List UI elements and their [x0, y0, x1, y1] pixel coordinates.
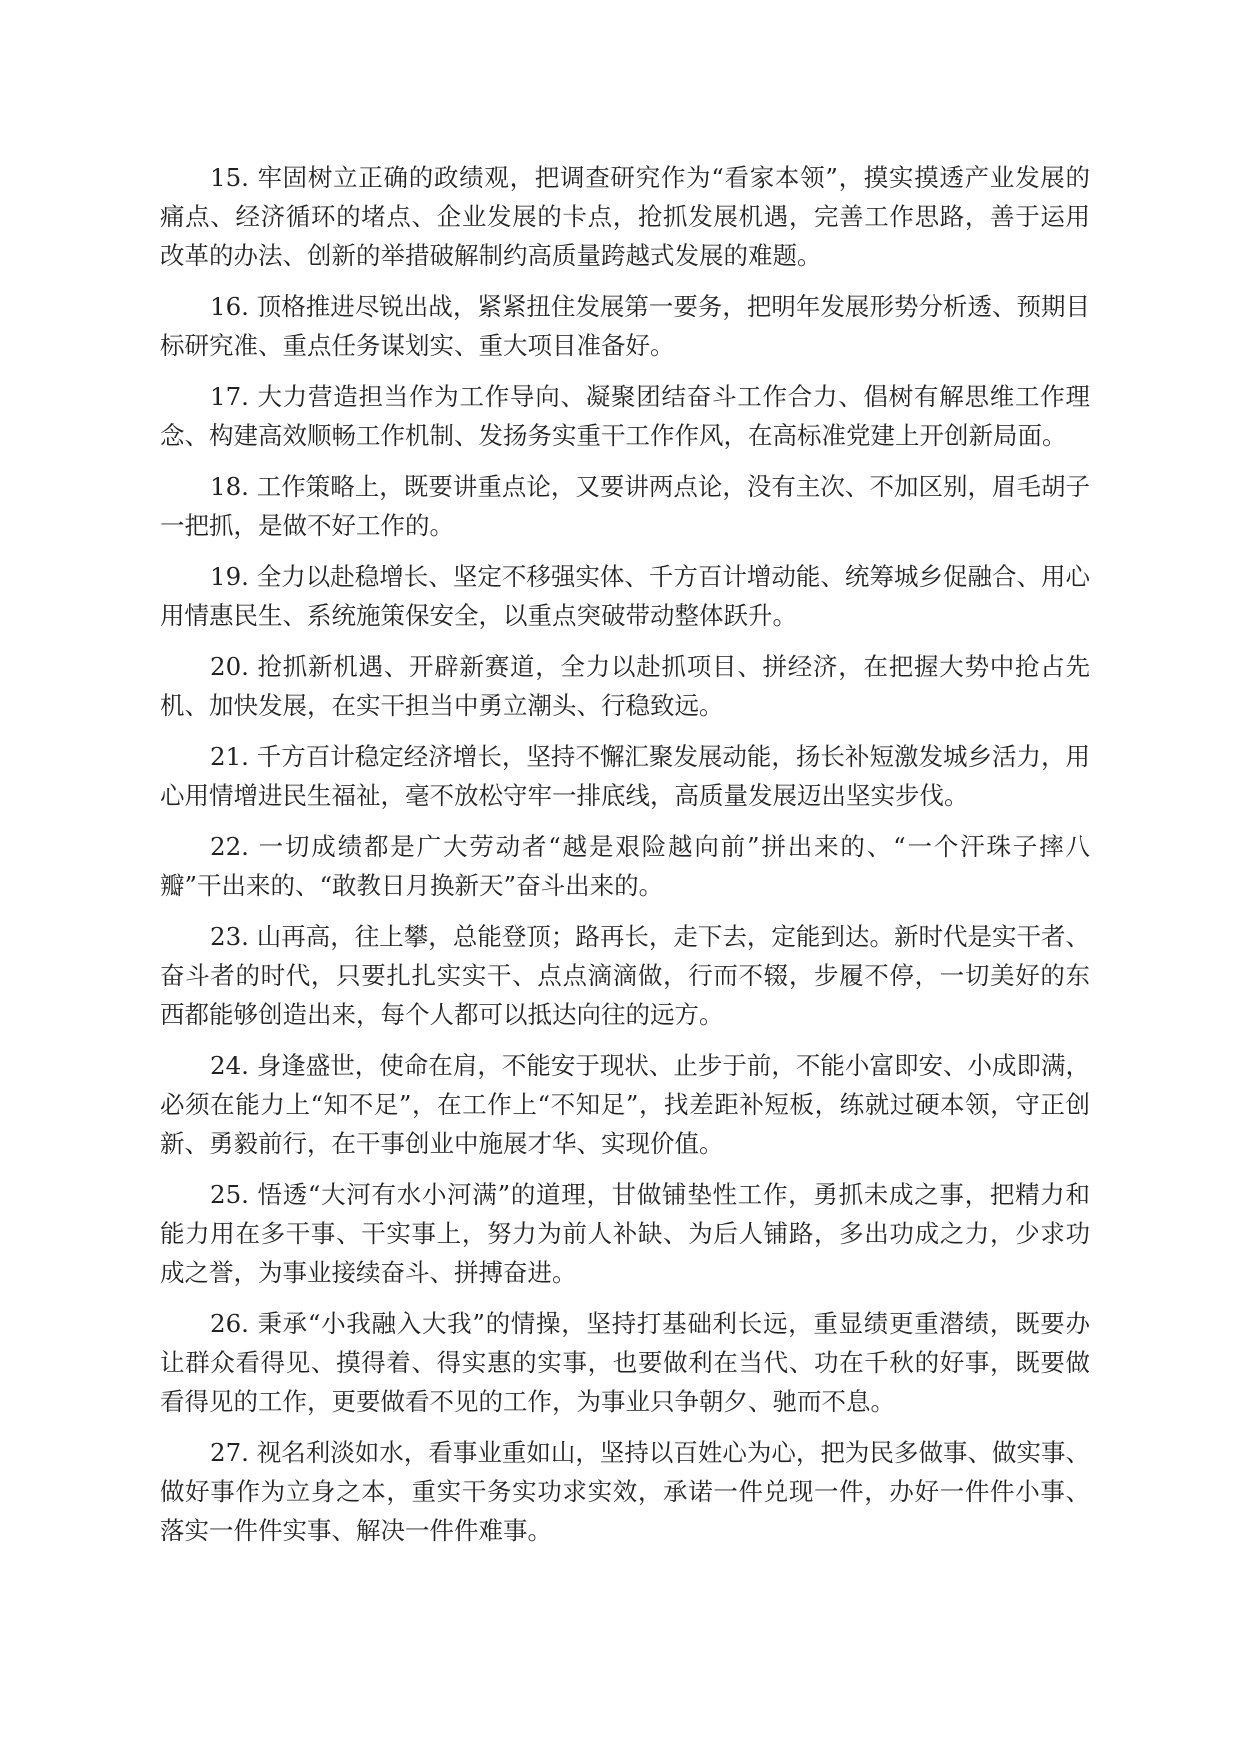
paragraph-16: 16. 顶格推进尽锐出战，紧紧扭住发展第一要务，把明年发展形势分析透、预期目标研究准、重点任务谋划实、重大项目准备好。	[160, 292, 1090, 360]
paragraph-15: 15. 牢固树立正确的政绩观，把调查研究作为“看家本领”，摸实摸透产业发展的痛点、经济循环的堵点、企业发展的卡点，抢抓发展机遇，完善工作思路，善于运用改革的办法、创新的举措破解制约高质量跨越式发展的难题。	[160, 163, 1090, 270]
paragraph-24: 24. 身逢盛世，使命在肩，不能安于现状、止步于前，不能小富即安、小成即满，必须在能力上“知不足”，在工作上“不知足”，找差距补短板，练就过硬本领，守正创新、勇毅前行，在干事创业中施展才华、实现价值。	[160, 1051, 1090, 1158]
paragraph-23: 23. 山再高，往上攀，总能登顶；路再长，走下去，定能到达。新时代是实干者、奋斗者的时代，只要扎扎实实干、点点滴滴做，行而不辍，步履不停，一切美好的东西都能够创造出来，每个人都可以抵达向往的远方。	[160, 922, 1090, 1029]
paragraph-19: 19. 全力以赴稳增长、坚定不移强实体、千方百计增动能、统筹城乡促融合、用心用情惠民生、系统施策保安全，以重点突破带动整体跃升。	[160, 562, 1090, 630]
paragraph-26: 26. 秉承“小我融入大我”的情操，坚持打基础利长远，重显绩更重潜绩，既要办让群众看得见、摸得着、得实惠的实事，也要做利在当代、功在千秋的好事，既要做看得见的工作，更要做看不见的工作，为事业只争朝夕、驰而不息。	[160, 1309, 1090, 1416]
document-body	[160, 158, 1090, 1562]
paragraph-18: 18. 工作策略上，既要讲重点论，又要讲两点论，没有主次、不加区别，眉毛胡子一把抓，是做不好工作的。	[160, 472, 1090, 540]
paragraph-17: 17. 大力营造担当作为工作导向、凝聚团结奋斗工作合力、倡树有解思维工作理念、构建高效顺畅工作机制、发扬务实重干工作作风，在高标准党建上开创新局面。	[160, 382, 1090, 450]
paragraph-22: 22. 一切成绩都是广大劳动者“越是艰险越向前”拼出来的、“一个汗珠子摔八瓣”干出来的、“敢教日月换新天”奋斗出来的。	[160, 832, 1090, 900]
paragraph-20: 20. 抢抓新机遇、开辟新赛道，全力以赴抓项目、拼经济，在把握大势中抢占先机、加快发展，在实干担当中勇立潮头、行稳致远。	[160, 652, 1090, 720]
paragraph-27: 27. 视名利淡如水，看事业重如山，坚持以百姓心为心，把为民多做事、做实事、做好事作为立身之本，重实干务实功求实效，承诺一件兑现一件，办好一件件小事、落实一件件实事、解决一件件难事。	[160, 1438, 1090, 1545]
paragraph-25: 25. 悟透“大河有水小河满”的道理，甘做铺垫性工作，勇抓未成之事，把精力和能力用在多干事、干实事上，努力为前人补缺、为后人铺路，多出功成之力，少求功成之誉，为事业接续奋斗、拼搏奋进。	[160, 1180, 1090, 1287]
paragraph-21: 21. 千方百计稳定经济增长，坚持不懈汇聚发展动能，扬长补短激发城乡活力，用心用情增进民生福祉，毫不放松守牢一排底线，高质量发展迈出坚实步伐。	[160, 742, 1090, 810]
